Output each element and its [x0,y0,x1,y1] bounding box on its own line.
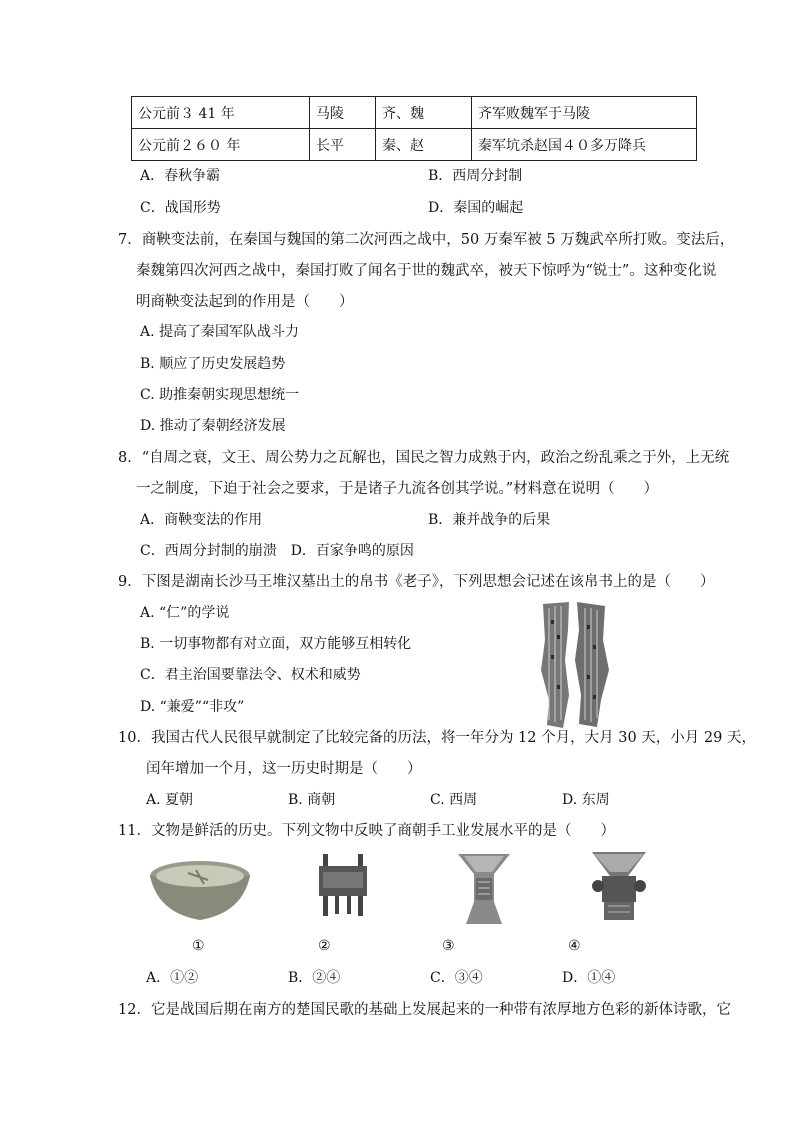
q8-option-c-d[interactable]: C．西周分封制的崩溃 D．百家争鸣的原因 [140,543,414,559]
artifact-caption-2: ② [318,938,331,954]
q7-stem-line3: 明商鞅变法起到的作用是（ ） [136,294,354,310]
q7-option-c[interactable]: C. 助推秦朝实现思想统一 [140,387,300,403]
q9-option-d[interactable]: D. “兼爱”“非攻” [140,699,245,715]
q11-stem: 11．文物是鲜活的历史。下列文物中反映了商朝手工业发展水平的是（ ） [118,823,615,839]
table-cell: 长平 [310,129,376,161]
q8-option-b[interactable]: B．兼并战争的后果 [428,512,551,528]
q8-option-a[interactable]: A．商鞅变法的作用 [140,512,263,528]
q9-option-c[interactable]: C．君主治国要靠法令、权术和威势 [140,667,361,683]
q6-option-a[interactable]: A．春秋争霸 [140,168,221,184]
q10-stem-line2: 闰年增加一个月，这一历史时期是（ ） [146,761,422,777]
table-cell: 齐军败魏军于马陵 [472,97,697,129]
table-cell: 齐、魏 [376,97,472,129]
pottery-bowl-image [148,858,252,924]
q10-stem-line1: 10．我国古代人民很早就制定了比较完备的历法，将一年分为 12 个月，大月 30 天，小月 29 天， [118,730,756,746]
q7-stem-line2: 秦魏第四次河西之战中，秦国打败了闻名于世的魏武卒，被天下惊呼为“锐士”。这种变化说 [136,263,717,279]
artifact-caption-4: ④ [568,938,581,954]
table-row [132,129,697,161]
q7-option-d[interactable]: D. 推动了秦朝经济发展 [140,418,286,434]
bronze-zun-image [456,852,512,926]
q10-option-a[interactable]: A. 夏朝 [146,792,194,808]
q7-option-a[interactable]: A. 提高了秦国军队战斗力 [140,324,300,340]
table-cell: 马陵 [310,97,376,129]
q11-option-a[interactable]: A．①② [146,970,199,986]
q6-option-c[interactable]: C．战国形势 [140,200,221,216]
silk-manuscript-laozi-image [535,600,613,730]
q8-stem-line1: 8．“自周之衰，文王、周公势力之瓦解也，国民之智力成熟于内，政治之纷乱乘之于外，上无统 [118,450,730,466]
q9-option-a[interactable]: A. “仁”的学说 [140,605,230,621]
q10-option-c[interactable]: C. 西周 [430,792,478,808]
q8-stem-line2: 一之制度，下迫于社会之要求，于是诸子九流各创其学说。”材料意在说明（ ） [136,481,659,497]
table-cell: 公元前３ 41 年 [132,97,310,129]
q6-option-d[interactable]: D．秦国的崛起 [428,200,524,216]
q11-option-c[interactable]: C．③④ [430,970,483,986]
q11-option-d[interactable]: D．①④ [562,970,616,986]
table-cell: 秦、赵 [376,129,472,161]
history-events-table [131,96,697,161]
q11-option-b[interactable]: B．②④ [288,970,341,986]
artifact-caption-3: ③ [442,938,455,954]
q6-option-b[interactable]: B．西周分封制 [428,168,523,184]
table-row [132,97,697,129]
q12-stem: 12．它是战国后期在南方的楚国民歌的基础上发展起来的一种带有浓厚地方色彩的新体诗歌，它 [118,1002,731,1018]
bronze-ding-image [313,852,373,918]
artifact-caption-1: ① [192,938,205,954]
q7-stem-line1: 7．商鞅变法前，在秦国与魏国的第二次河西之战中，50 万秦军被 5 万魏武卒所打败。变法后， [118,232,735,248]
q10-option-d[interactable]: D. 东周 [562,792,610,808]
q7-option-b[interactable]: B. 顺应了历史发展趋势 [140,356,286,372]
q10-option-b[interactable]: B. 商朝 [288,792,336,808]
bronze-four-ram-zun-image [588,850,650,922]
table-cell: 公元前２６０ 年 [132,129,310,161]
table-cell: 秦军坑杀赵国４０多万降兵 [472,129,697,161]
q9-option-b[interactable]: B. 一切事物都有对立面，双方能够互相转化 [140,636,412,652]
q9-stem: 9．下图是湖南长沙马王堆汉墓出土的帛书《老子》，下列思想会记述在该帛书上的是（ ） [118,574,715,590]
